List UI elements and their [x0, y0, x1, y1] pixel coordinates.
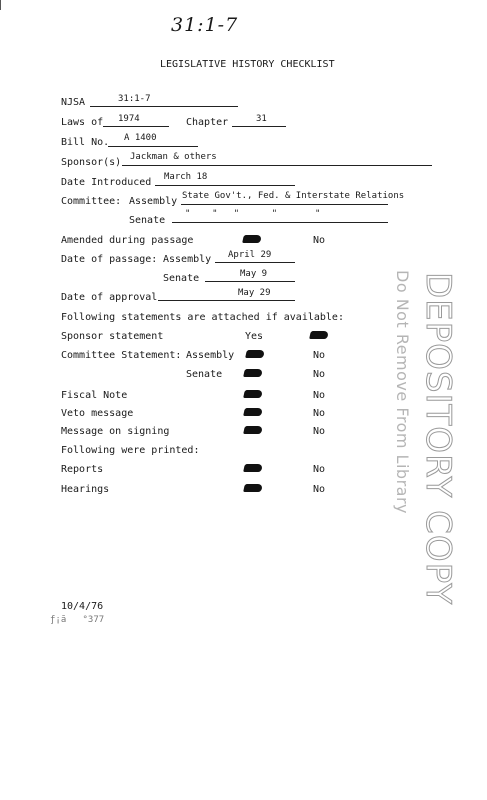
- date-of-approval-value: May 29: [238, 288, 271, 298]
- laws-of-value: 1974: [118, 114, 140, 124]
- footer-code: ƒ¡ā °377: [50, 615, 105, 625]
- committee-assembly-value: State Gov't., Fed. & Interstate Relations: [182, 191, 405, 201]
- passage-assembly-underline: [215, 262, 295, 263]
- reports-yes-redaction: [243, 464, 263, 472]
- hearings-yes-redaction: [243, 484, 263, 492]
- chapter-label: Chapter: [186, 117, 229, 128]
- committee-assembly-underline: [181, 204, 388, 205]
- chapter-underline: [232, 126, 286, 127]
- passage-senate-underline: [205, 281, 295, 282]
- sponsor-label: Sponsor(s): [61, 157, 122, 168]
- message-signing-no: No: [313, 426, 326, 437]
- message-signing-label: Message on signing: [61, 426, 170, 437]
- depository-stamp: [372, 270, 462, 606]
- date-introduced-value: March 18: [164, 172, 208, 182]
- amended-no: No: [313, 235, 326, 246]
- chapter-value: 31: [256, 114, 267, 124]
- fiscal-note-yes-redaction: [243, 390, 263, 398]
- footer-date: 10/4/76: [61, 601, 104, 612]
- hearings-no: No: [313, 484, 326, 495]
- passage-senate-value: May 9: [240, 269, 268, 279]
- sponsor-statement-yes: Yes: [245, 331, 264, 342]
- date-introduced-label: Date Introduced: [61, 177, 152, 188]
- committee-senate-value: " " " " ": [185, 209, 321, 219]
- sponsor-statement-label: Sponsor statement: [61, 331, 164, 342]
- njsa-underline: [90, 106, 238, 107]
- date-of-passage-label: Date of passage:: [61, 254, 158, 265]
- laws-of-label: Laws of: [61, 117, 104, 128]
- fiscal-note-no: No: [313, 390, 326, 401]
- njsa-label: NJSA: [61, 97, 86, 108]
- date-introduced-underline: [155, 185, 295, 186]
- committee-senate-label: Senate: [129, 215, 166, 226]
- committee-statement-label: Committee Statement:: [61, 350, 182, 361]
- statements-heading: Following statements are attached if available:: [61, 312, 344, 323]
- reports-no: No: [313, 464, 326, 475]
- scan-edge-mark: [0, 0, 1, 10]
- sponsor-value: Jackman & others: [130, 152, 217, 162]
- fiscal-note-label: Fiscal Note: [61, 390, 128, 401]
- committee-label: Committee:: [61, 196, 122, 207]
- stamp-do-not-remove: Do Not Remove From Library: [393, 270, 412, 514]
- veto-message-label: Veto message: [61, 408, 134, 419]
- committee-statement-assembly-no: No: [313, 350, 326, 361]
- committee-statement-senate-no: No: [313, 369, 326, 380]
- veto-message-no: No: [313, 408, 326, 419]
- bill-no-label: Bill No.: [61, 137, 110, 148]
- page-title: LEGISLATIVE HISTORY CHECKLIST: [160, 59, 335, 70]
- handwritten-statute-number: 31:1-7: [171, 14, 239, 36]
- passage-assembly-label: Assembly: [163, 254, 212, 265]
- committee-senate-yes-redaction: [243, 369, 263, 377]
- veto-message-yes-redaction: [243, 408, 263, 416]
- committee-senate-underline: [172, 222, 388, 223]
- date-of-approval-label: Date of approval: [61, 292, 158, 303]
- committee-statement-senate-label: Senate: [186, 369, 223, 380]
- amended-yes-redaction: [242, 235, 262, 243]
- laws-of-underline: [103, 126, 169, 127]
- bill-no-underline: [108, 146, 198, 147]
- hearings-label: Hearings: [61, 484, 110, 495]
- njsa-value: 31:1-7: [118, 94, 151, 104]
- stamp-depository-copy: DEPOSITORY COPY: [418, 272, 458, 606]
- amended-label: Amended during passage: [61, 235, 194, 246]
- passage-assembly-value: April 29: [228, 250, 272, 260]
- committee-assembly-yes-redaction: [245, 350, 265, 358]
- reports-label: Reports: [61, 464, 104, 475]
- date-of-approval-underline: [158, 300, 295, 301]
- message-signing-yes-redaction: [243, 426, 263, 434]
- sponsor-statement-no-redaction: [309, 331, 329, 339]
- printed-heading: Following were printed:: [61, 445, 200, 456]
- committee-assembly-label: Assembly: [129, 196, 178, 207]
- passage-senate-label: Senate: [163, 273, 200, 284]
- committee-statement-assembly-label: Assembly: [186, 350, 235, 361]
- bill-no-value: A 1400: [124, 133, 157, 143]
- sponsor-underline: [122, 165, 432, 166]
